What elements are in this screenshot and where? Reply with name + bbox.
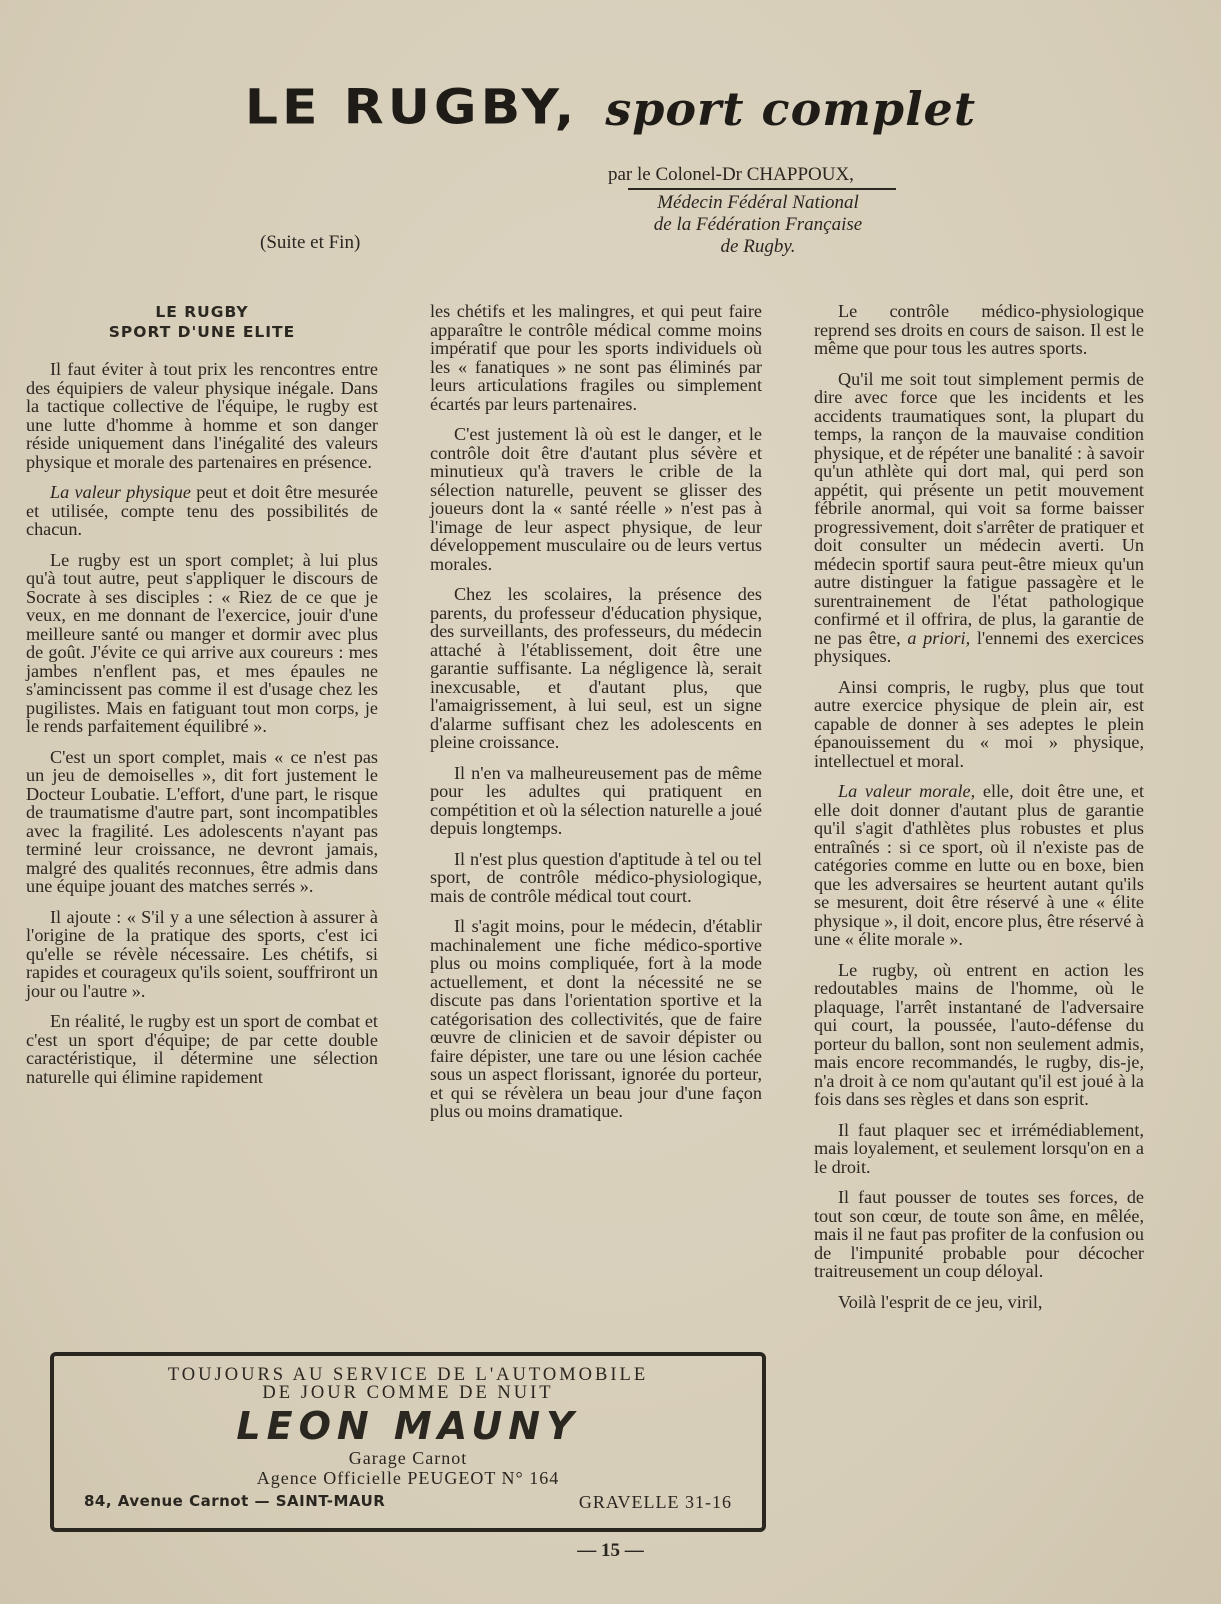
paragraph: Il faut éviter à tout prix les rencontres entre des équipiers de valeur physique inégale. Dans la tactique collective de l'équipe, le rugby est une lutte d'homme à homme et son danger réside uniquement dans l'inégalité des valeurs physique et morale des partenaires en présence.	[26, 359, 378, 472]
ad-phone: GRAVELLE 31-16	[578, 1492, 732, 1512]
paragraph: Le rugby est un sport complet; à lui plus qu'à tout autre, peut s'appliquer le discours de Socrate à ses disciples : « Riez de ce que je veux, en me donnant de l'exercice, jouir d'une meilleure santé ou manger et dormir avec plus de goût. J'évite ce qui arrive aux coureurs : mes jambes n'enflent pas, et mes épaules ne s'amincissent pas comme il est d'usage chez les pugilistes. Mais en fatiguant tout mon corps, je le rends parfaitement équilibré ».	[26, 549, 378, 736]
paragraph: C'est un sport complet, mais « ce n'est pas un jeu de demoiselles », dit fort justement le Docteur Loubatie. L'effort, d'une part, le risque de traumatisme d'autre part, sont incompatibles avec la fragilité. Les adolescents n'ayant pas terminé leur croissance, ne devront jamais, malgré des qualités reconnues, être admis dans une équipe jouant des matches serrés ».	[26, 746, 378, 896]
affiliation-3: de Rugby.	[720, 236, 796, 257]
section-heading-line-1: LE RUGBY	[155, 303, 249, 321]
ad-garage-name: Garage Carnot	[348, 1448, 468, 1468]
ad-slogan-1: TOUJOURS AU SERVICE DE L'AUTOMOBILE	[167, 1365, 649, 1385]
emphasis: La valeur morale,	[838, 781, 976, 801]
byline-rule	[628, 188, 896, 190]
paragraph: Il faut plaquer sec et irrémédiablement, mais loyalement, et seulement lorsqu'on en a le droit.	[814, 1119, 1144, 1177]
paragraph: Le rugby, où entrent en action les redoutables mains de l'homme, où le plaquage, l'arrêt instantané de l'adversaire qui court, la poussée, l'auto-défense du porteur du ballon, sont non seulement admis, mais encore recommandés, le rugby, dis-je, n'a droit à ce nom qu'autant qu'il est joué à la fois dans ses règles et dans son esprit.	[814, 959, 1144, 1109]
paragraph: Le contrôle médico-physiologique reprend ses droits en cours de saison. Il est le même que pour tous les autres sports.	[814, 301, 1144, 358]
column-3	[814, 302, 1144, 1323]
suite-note: (Suite et Fin)	[260, 232, 361, 253]
paragraph: Il faut pousser de toutes ses forces, de tout son cœur, de toute son âme, en mêlée, mais il ne faut pas profiter de la confusion ou de l'impunité probable pour décocher traitreusement un coup déloyal.	[814, 1187, 1144, 1281]
paragraph: Il n'en va malheureusement pas de même pour les adultes qui pratiquent en compétition et où la sélection naturelle a joué depuis longtemps.	[430, 762, 762, 838]
paragraph: Il n'est plus question d'aptitude à tel ou tel sport, de contrôle médico-physiologique, mais de contrôle médical tout court.	[430, 848, 762, 906]
ad-address: 84, Avenue Carnot — SAINT-MAUR	[84, 1492, 386, 1510]
advertisement-box	[50, 1352, 766, 1532]
paragraph	[26, 483, 378, 539]
paragraph: Voilà l'esprit de ce jeu, viril,	[838, 1291, 1043, 1312]
paragraph: C'est justement là où est le danger, et le contrôle doit être d'autant plus sévère et minutieux qu'à travers le crible de la sélection naturelle, peuvent se glisser des joueurs dont la « santé réelle » n'est pas à l'image de leur aspect physique, de leur développement musculaire ou de leurs vertus morales.	[430, 424, 762, 574]
paragraph: les chétifs et les malingres, et qui peut faire apparaître le contrôle médical comme moins impératif que pour les sports individuels où les « fanatiques » ne sont pas éliminés par leurs articulations fragiles ou simplement écartés par leurs partenaires.	[430, 301, 762, 414]
paragraph-text: l'ennemi des exercices physiques.	[814, 627, 1144, 666]
paragraph-text: Qu'il me soit tout simplement permis de dire avec force que les incidents et les accidents traumatiques sont, la plupart du temps, la rançon de la mauvaise condition physique, et de répéter une banalité : à savoir qu'un athlète qui dort mal, qui perd son appétit, qui présente un petit mouvement fébrile anormal, qui voit sa forme baisser progressivement, doit s'arrêter de pratiquer et doit consulter un médecin averti. Un médecin sportif saura peut-être mieux qu'un autre distinguer la fatigue passagère et le surentrainement de l'état pathologique confirmé et il offrira, de plus, la garantie de ne pas être,	[814, 368, 1144, 648]
title-sub: sport complet	[605, 82, 977, 136]
paragraph: Il ajoute : « S'il y a une sélection à assurer à l'origine de la pratique des sports, c'est ici qu'elle se révèle nécessaire. Les chétifs, si rapides et courageux qu'ils soient, souffriront un jour ou l'autre ».	[26, 906, 378, 1001]
paragraph	[814, 370, 1144, 666]
paragraph	[814, 782, 1144, 949]
paragraph-text: elle, doit être une, et elle doit donner d'autant plus de garantie qu'il s'agit d'athlètes plus robustes et plus entraînés : si ce sport, où il n'existe pas de catégories comme en lutte ou en boxe, bien que les adversaires se heurtent autant qu'ils se mesurent, doit être réservé à une « élite physique », il doit, encore plus, être réservé à une « élite morale ».	[814, 781, 1144, 949]
ad-contact-row	[54, 1492, 762, 1513]
emphasis: La valeur physique	[50, 482, 191, 502]
ad-business-name: LEON MAUNY	[236, 1404, 580, 1448]
title-main: LE RUGBY,	[244, 80, 579, 136]
affiliation-1: Médecin Fédéral National	[657, 192, 859, 213]
paragraph: Chez les scolaires, la présence des parents, du professeur d'éducation physique, des surveillants, des professeurs, du médecin attaché à l'établissement, doit être une garantie suffisante. La négligence là, serait inexcusable, et d'autant plus, que l'amaigrissement, à lui seul, est un signe d'alarme suffisant chez les adolescents en pleine croissance.	[430, 584, 762, 752]
author-line: par le Colonel-Dr CHAPPOUX,	[608, 164, 854, 185]
column-2	[430, 302, 762, 1133]
page-number: — 15 —	[577, 1540, 644, 1561]
ad-slogan-2: DE JOUR COMME DE NUIT	[262, 1383, 554, 1403]
section-heading	[26, 302, 378, 342]
byline	[608, 164, 908, 258]
section-heading-line-2: SPORT D'UNE ELITE	[108, 323, 296, 341]
emphasis: a priori,	[907, 627, 971, 648]
article-title	[0, 78, 1221, 138]
ad-agency: Agence Officielle PEUGEOT N° 164	[256, 1468, 560, 1488]
column-1	[26, 302, 378, 1098]
paragraph: En réalité, le rugby est un sport de combat et c'est un sport d'équipe; de par cette double caractéristique, il détermine une sélection naturelle qui élimine rapidement	[26, 1011, 378, 1087]
paragraph: Ainsi compris, le rugby, plus que tout autre exercice physique de plein air, est capable de donner à ses adeptes le plein épanouissement du « moi » physique, intellectuel et moral.	[814, 676, 1144, 771]
paragraph: Il s'agit moins, pour le médecin, d'établir machinalement une fiche médico-sportive plus ou moins compliquée, fort à la mode actuellement, et dont la nécessité ne se discute pas dans l'orientation sportive et la catégorisation des collectivités, que de faire œuvre de clinicien et de savoir dépister ou faire dépister, une tare ou une lésion cachée sous un aspect florissant, ignorée du porteur, et qui se révèlera un beau jour d'une façon plus ou moins dramatique.	[430, 916, 762, 1121]
paragraph-text: peut et doit être mesurée et utilisée, compte tenu des possibilités de chacun.	[26, 482, 378, 539]
affiliation-2: de la Fédération Française	[653, 214, 863, 235]
